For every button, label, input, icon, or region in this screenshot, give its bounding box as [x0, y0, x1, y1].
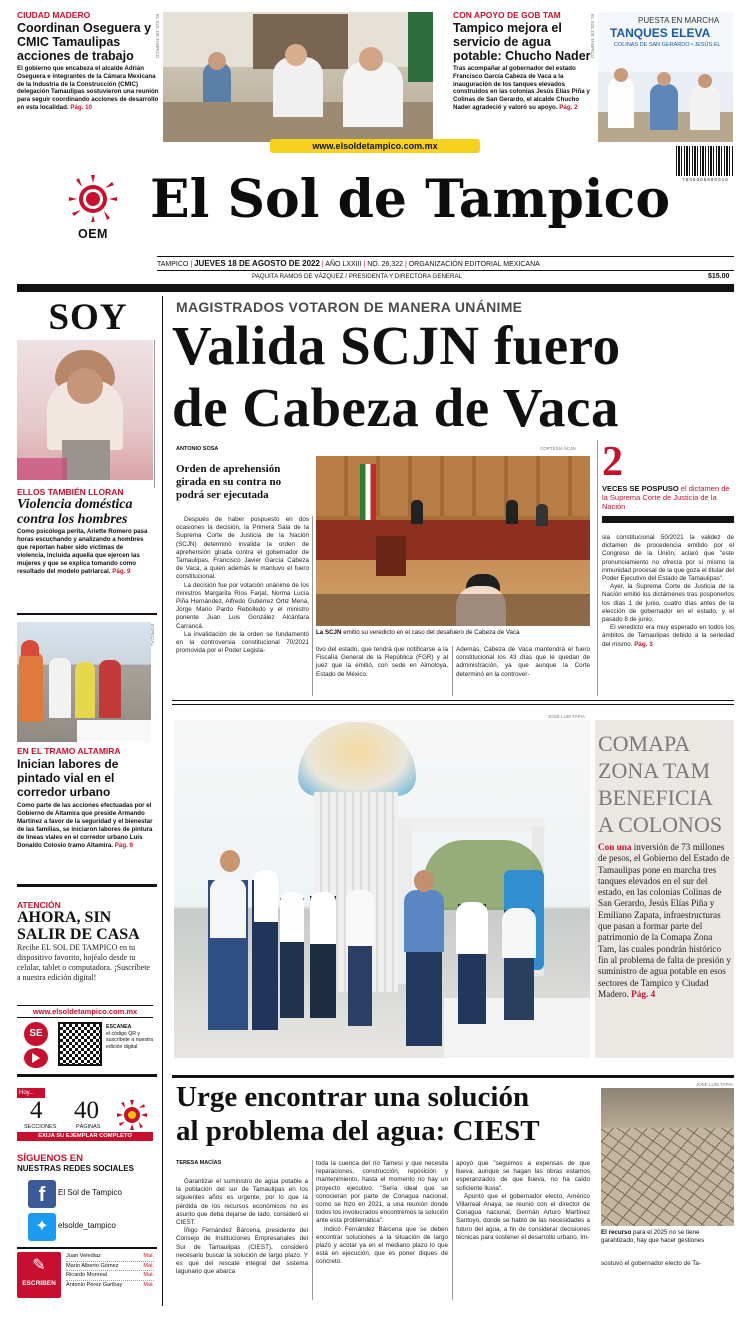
page-ref: Pág. 3: [634, 640, 653, 648]
stat-text: el dictamen de la Suprema Corte de Justicia de la Nación: [602, 484, 730, 511]
pen-icon: ✎: [32, 1257, 46, 1274]
writer-row[interactable]: Juan Velediaz Mal.: [66, 1252, 154, 1262]
today-label: Hoy...: [17, 1088, 45, 1098]
writer-row[interactable]: Ricardo Monreal Mal.: [66, 1271, 154, 1281]
comapa-body: inversión de 73 millones de pesos, el Gobierno del Estado de Tamaulipas pone en marcha tres tanques elevados en el sur del estado, en las colonias Colinas de San Gerardo, Jesús Elías Piña y Emiliano Zapata, infraestructuras que pasan a formar parte del patrimonio de la Comapa Zona Tam, las cuales pondrán histórico fin al problema de falta de presión y suministro de agua potable en esos sectores de Tampico y Ciudad Madero.: [598, 842, 731, 999]
lead-headline-line2[interactable]: de Cabeza de Vaca: [172, 377, 619, 438]
kicker: ELLOS TAMBIÉN LLORAN: [17, 487, 124, 497]
pages-label: PÁGINAS: [76, 1124, 101, 1130]
photo-credit: JOSÉ LUIS TAPIA: [548, 714, 585, 719]
promo-body: El gobierno que encabeza el alcalde Adrián Oseguera e integrantes de la Cámara Mexicana de la Industria de la Construcción (CMIC) delegación Tamaulipas sostuvieron una reunión para seguir coordinando acciones de desarrollo en esta localidad.: [17, 65, 159, 111]
lead-paragraph: La invalidación de la orden se fundamentó en la controversia constitucional 70/2021 promovida por el Poder Legisla-: [176, 630, 309, 655]
sections-count: 4: [30, 1097, 43, 1124]
kicker: EN EL TRAMO ALTAMIRA: [17, 746, 121, 756]
dateline: TAMPICO | JUEVES 18 DE AGOSTO DE 2022 | AÑO LXXIII | NO. 26,322 | ORGANIZACIÓN EDITORIAL MEXICANA: [157, 259, 540, 268]
twitter-link[interactable]: [28, 1213, 153, 1241]
comapa-title-line: ZONA TAM: [598, 758, 711, 783]
writers-list: [66, 1252, 154, 1289]
altamira-title[interactable]: Inician labores de pintado vial en el corredor urbano: [17, 757, 119, 799]
issue-date: JUEVES 18 DE AGOSTO DE 2022: [194, 259, 320, 268]
page-ref: Pág. 9: [114, 842, 133, 849]
water-paragraph: Indicó Fernández Bárcena que se deben encontrar soluciones a la situación de largo plazo y acotar ya en el mediano plazo lo que está en ejecución, que es poner diques de concreto.: [316, 1225, 448, 1266]
promo-body: Tras acompañar al gobernador del estado Francisco García Cabeza de Vaca a la inauguración de los tanques elevados construidos en las colonias Jesús Elías Piña y Colinas de San Gerardo, el alcalde Chucho Nader agradeció y valoró su apoyo.: [453, 65, 590, 111]
barcode-digits: 7 5 0 6 0 0 6 9 9 0 0 1 0: [682, 177, 728, 182]
twitter-handle: elsolde_tampico: [58, 1221, 116, 1230]
director-line: PAQUITA RAMOS DE VÁZQUEZ / PRESIDENTA Y DIRECTORA GENERAL: [252, 273, 463, 280]
page-ref: Pág. 9: [112, 568, 131, 575]
qr-code[interactable]: [58, 1022, 102, 1066]
social-title-2: NUESTRAS REDES SOCIALES: [17, 1164, 134, 1173]
issue-number: NO. 26,322: [367, 261, 403, 268]
soy-story-title[interactable]: Violencia doméstica contra los hombres: [17, 497, 133, 527]
newspaper-title[interactable]: El Sol de Tampico: [149, 169, 671, 230]
water-headline-line2[interactable]: al problema del agua: CIEST: [176, 1115, 540, 1147]
top-promo-left-text[interactable]: [17, 10, 159, 140]
facebook-icon: f: [28, 1180, 56, 1208]
lead-paragraph: Ayer, la Suprema Corte de Justicia de la Nación emitió los dictámenes tras posponerlos los días 1 de junio, cuatro días antes de la elección de gobernador en el estado, y el pasado 8 de junio.: [602, 583, 734, 624]
lead-paragraph: La decisión fue por votación unánime de los ministros Margarita Ríos Farjat, Norma Lucía Piña Hernández, Alfredo Gutiérrez Ortiz Mena, Jorge Mario Pardo Rebolledo y el ministro ponente Juan Luis González Alcántara Carrancá.: [176, 581, 309, 630]
twitter-icon: ✦: [28, 1213, 56, 1241]
stat-number: 2: [602, 439, 623, 485]
comapa-title-line: COMAPA: [598, 731, 691, 756]
kicker: ATENCIÓN: [17, 900, 61, 910]
lead-headline-line1[interactable]: Valida SCJN fuero: [172, 315, 621, 376]
photo-credit: CORTESÍA SCJN: [540, 446, 576, 451]
water-headline-line1[interactable]: Urge encontrar una solución: [176, 1081, 530, 1113]
lead-paragraph: sia constitucional 50/2021 la validez de dictamen de procedencia emitido por el Congreso de la Unión, aclaró que "este pronunciamiento no ofrecía por sí mismo la inmunidad procesal de la que goza el titular del Poder Ejecutivo del Estado de Tamaulipas".: [602, 534, 734, 583]
water-paragraph: toda la cuenca del río Tamesí y que necesita reparaciones, construcción, reposición y mantenimiento, hasta el momento no hay un proyecto ejecutivo. "Sería ideal que se conocieran por parte de Conagua nacional, como se hizo en 2021, a una reunión donde todos los involucrados encontremos la solución ante esta problemática".: [316, 1160, 448, 1225]
oem-logo[interactable]: [62, 172, 124, 244]
comapa-title: [598, 730, 732, 838]
qr-text: el código QR y suscríbete a nuestra edición digital: [106, 1030, 154, 1050]
subscribe-body: Recibe EL SOL DE TAMPICO en tu dispositivo favorito, hojéalo desde tu celular, tablet o computadora. ¡Suscríbete a nuestra edición digital!: [17, 943, 150, 982]
lead-paragraph: Además, Cabeza de Vaca mantendrá el fuero constitucional los 43 días que le quedan de administración, ya que aunque la Corte determinó en la controver-: [456, 646, 590, 678]
facebook-handle: El Sol de Tampico: [58, 1188, 122, 1197]
photo-credit: JOSÉ LUIS TAPIA: [696, 1082, 733, 1087]
lead-paragraph: tivo del estado, que tendrá que notificarse a la Fiscalía General de la República (FGR) y al juez que la emitió, con sede en Almoloya, Estado de México.: [316, 646, 448, 678]
promo-title: Coordinan Oseguera y CMIC Tamaulipas acciones de trabajo: [17, 21, 152, 63]
water-paragraph: Apuntó que el gobernador electo, Américo Villarreal Anaya, se reunió con el director de Conagua nacional, Germán Arturo Martínez Santoyo, donde se habló de las necesidades a futuro del agua, a fin de considerar decisiones técnicas para sostener el desarrollo urbano. Im-: [456, 1192, 590, 1241]
city: TAMPICO: [157, 261, 189, 268]
soy-cover-photo[interactable]: [17, 340, 153, 480]
water-tank-inauguration-photo[interactable]: [174, 720, 590, 1058]
s-logo-icon: SE: [24, 1022, 48, 1046]
caption-lead: El recurso: [601, 1229, 632, 1236]
price: $15.00: [708, 273, 730, 280]
lead-kicker: MAGISTRADOS VOTARON DE MANERA UNÁNIME: [176, 299, 523, 315]
promo-banner-line3: COLINAS DE SAN GERARDO • JESÚS EL: [614, 42, 721, 48]
promo-banner-line2: TANQUES ELEVA: [610, 26, 711, 40]
social-title-1: SÍGUENOS EN: [17, 1153, 83, 1164]
lead-deck: Orden de aprehensión girada en su contra no podrá ser ejecutada: [176, 463, 282, 501]
sections-label: SECCIONES: [24, 1124, 57, 1130]
sun-logo-icon: [62, 172, 124, 222]
kicker: CON APOYO DE GOB TAM: [453, 10, 561, 20]
page-ref: Pág. 2: [559, 103, 578, 111]
meeting-photo: [163, 12, 433, 142]
altamira-photo[interactable]: [17, 622, 151, 742]
top-promo-middle-text[interactable]: [453, 10, 593, 140]
comapa-title-line: A COLONOS: [598, 812, 723, 837]
water-paragraph: apoyó que "seguimos a expensas de que llueva, aunque se hagan las obras estamos esperanzados de que llueva, no ha caído suficiente lluvia".: [456, 1160, 590, 1192]
altamira-body: Como parte de las acciones efectuadas por el Gobierno de Altamira que preside Armando Martínez a favor de la seguridad y el bienestar de las familias, se iniciaron labores de pintura de líneas viales en el corredor urbano Luis Donaldo Colosio tramo Altamira.: [17, 802, 153, 849]
caption: para el 2025 no se tiene garantizado, hay que hacer gestiones: [601, 1229, 705, 1244]
complete-issue-banner: EXIJA SU EJEMPLAR COMPLETO: [17, 1132, 153, 1141]
subscribe-url[interactable]: www.elsoldetampico.com.mx: [17, 1005, 153, 1018]
section-rule: [172, 700, 734, 705]
water-paragraph: sostuvo el gobernador electo de Ta-: [601, 1260, 701, 1267]
qr-label: ESCANEA: [106, 1024, 132, 1030]
dry-cracked-earth-photo[interactable]: [601, 1088, 734, 1226]
caption: emitió su veredicto en el caso del desafuero de Cabeza de Vaca: [343, 629, 520, 636]
soy-title[interactable]: SOY: [48, 297, 128, 338]
stat-bold: VECES SE POSPUSO: [602, 484, 679, 493]
lead-paragraph: Después de haber pospuesto en dos ocasiones la decisión, la Primera Sala de la Suprema Corte de Justicia de la Nación (SCJN) determinó invalida la orden de aprehensión girada contra el gobernador de Tamaulipas, Francisco Javier García Cabeza de Vaca, a quien además le mantuvo el fuero constitucional.: [176, 516, 309, 581]
water-paragraph: Íñigo Fernández Bárcena, presidente del Consejo de Instituciones Empresariales del Sur de Tamaulipas (CIEST), consideró necesario buscar la solución de largo plazo. Y es que del rescate integral del sistema lagunario que abarca: [176, 1227, 308, 1276]
comapa-lead: Con una: [598, 842, 632, 852]
page-ref: Pág. 10: [70, 103, 92, 111]
comapa-title-line: BENEFICIA: [598, 785, 713, 810]
lead-paragraph: El veredicto era muy esperado en todos los ámbitos de Tamaulipas debido a la seriedad del mismo.: [602, 624, 734, 648]
promo-banner-line1: PUESTA EN MARCHA: [638, 16, 720, 25]
oem-wordmark: OEM: [78, 227, 108, 241]
sun-logo-icon: [116, 1099, 148, 1131]
promo-title: Tampico mejora el servicio de agua potable: Chucho Nader: [453, 21, 591, 63]
caption-lead: La SCJN: [316, 629, 342, 636]
writer-row[interactable]: Mario Alberto Gómez Mal.: [66, 1262, 154, 1272]
writers-label: ESCRIBEN: [22, 1280, 56, 1287]
water-paragraph: Garantizar el suministro de agua potable a la población del sur de Tamaulipas en los siguientes años es urgente, por lo que la pérdida de los recursos económicos no es asunto que deba dejarse de lado, consideró el CIEST.: [176, 1178, 308, 1227]
facebook-link[interactable]: [28, 1180, 153, 1208]
byline: TERESA MACÍAS: [176, 1160, 222, 1166]
writer-row[interactable]: Antonio Pérez Garibay Mal.: [66, 1281, 154, 1288]
organization: ORGANIZACIÓN EDITORIAL MEXICANA: [408, 261, 540, 268]
website-bar[interactable]: www.elsoldetampico.com.mx: [270, 139, 480, 153]
masthead-rule: [17, 284, 734, 292]
kicker: CIUDAD MADERO: [17, 10, 91, 20]
photo-credit: ESPECIAL: [150, 624, 155, 647]
photo-credit: EL SOL DE TAMPICO: [155, 14, 160, 59]
subscribe-title[interactable]: AHORA, SIN SALIR DE CASA: [17, 909, 140, 943]
photo-credit: EL SOL DE TAMPICO: [590, 14, 595, 59]
tanks-promo-photo[interactable]: [598, 12, 733, 142]
pages-count: 40: [74, 1097, 99, 1124]
byline: ANTONIO SOSA: [176, 446, 219, 452]
issue-year: AÑO LXXIII: [325, 261, 362, 268]
page-ref: Pág. 4: [631, 988, 656, 999]
scjn-courtroom-photo[interactable]: [316, 456, 590, 626]
soy-body: Como psicóloga perita, Ariette Romero pasa horas escuchando y analizando a hombres que reportan haber sido víctimas de violencia, incluida aquella que ejercen las mujeres y que se explica tomando como resultado del modelo patriarcal.: [17, 528, 148, 575]
writers-badge[interactable]: [17, 1252, 61, 1298]
